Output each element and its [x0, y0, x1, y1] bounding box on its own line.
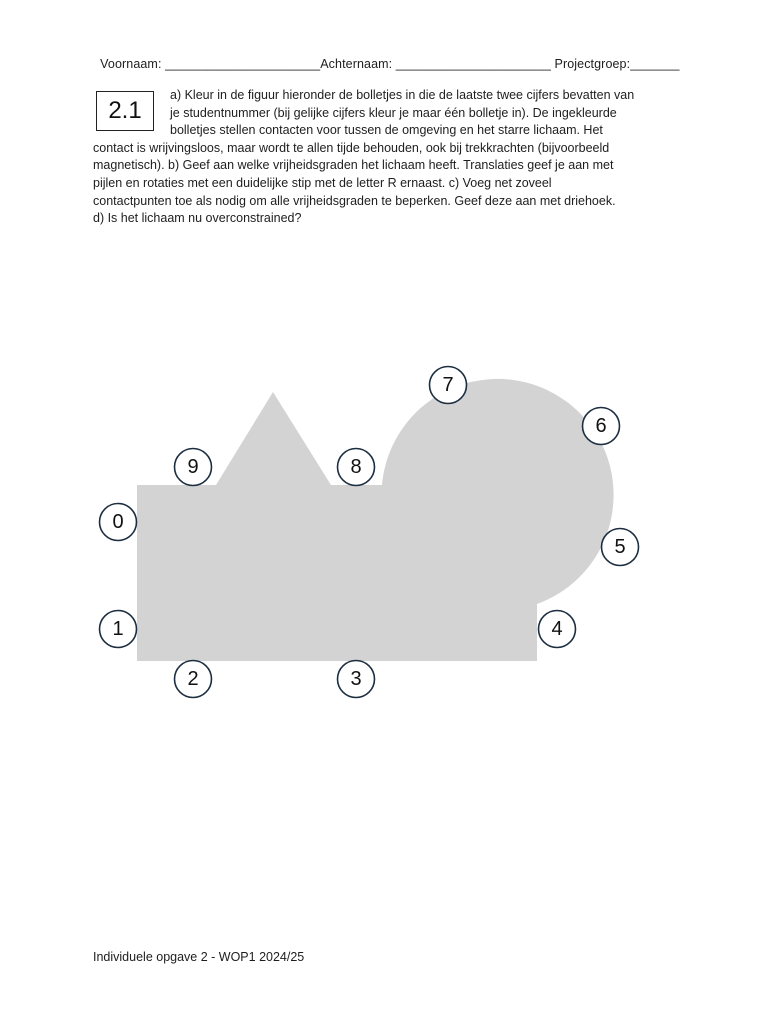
contact-point-8[interactable]: [338, 449, 375, 486]
exercise-number: 2.1: [96, 91, 154, 131]
last-name-label: Achternaam:: [320, 57, 396, 71]
contact-point-label: 7: [442, 374, 454, 396]
contact-point-label: 3: [350, 668, 362, 690]
contact-point-label: 8: [350, 456, 362, 478]
contact-point-6[interactable]: [583, 408, 620, 445]
instruction-line: magnetisch). b) Geef aan welke vrijheidsgraden het lichaam heeft. Translaties geef je aan met: [93, 158, 614, 172]
last-name-blank[interactable]: ______________________: [395, 57, 551, 71]
contact-point-3[interactable]: [338, 661, 375, 698]
contact-point-4[interactable]: [539, 611, 576, 648]
instruction-line: je studentnummer (bij gelijke cijfers kleur je maar één bolletje in). De ingekleurde: [170, 106, 617, 120]
contact-point-7[interactable]: [430, 367, 467, 404]
instruction-line: contact is wrijvingsloos, maar wordt te allen tijde behouden, ook bij trekkrachten (bijvoorbeeld: [93, 141, 610, 155]
contact-point-9[interactable]: [175, 449, 212, 486]
instruction-line: a) Kleur in de figuur hieronder de bolletjes in die de laatste twee cijfers bevatten van: [170, 88, 635, 102]
footer-text: Individuele opgave 2 - WOP1 2024/25: [93, 950, 305, 964]
first-name-label: Voornaam:: [100, 57, 166, 71]
instruction-line: contactpunten toe als nodig om alle vrijheidsgraden te beperken. Geef deze aan met driehoek.: [93, 194, 616, 208]
instruction-line: bolletjes stellen contacten voor tussen de omgeving en het starre lichaam. Het: [170, 123, 603, 137]
contact-point-label: 9: [187, 456, 199, 478]
contact-point-label: 1: [112, 618, 124, 640]
contact-point-label: 4: [551, 618, 563, 640]
project-group-label: Projectgroep:: [550, 57, 631, 71]
contact-point-0[interactable]: [100, 504, 137, 541]
contact-point-label: 2: [187, 668, 199, 690]
contact-point-2[interactable]: [175, 661, 212, 698]
contact-point-5[interactable]: [602, 529, 639, 566]
contact-point-label: 5: [614, 536, 626, 558]
contact-point-label: 0: [112, 511, 124, 533]
project-group-blank[interactable]: _______: [630, 57, 680, 71]
contact-point-label: 6: [595, 415, 607, 437]
instruction-line: pijlen en rotaties met een duidelijke stip met de letter R ernaast. c) Voeg net zoveel: [93, 176, 552, 190]
instruction-line: d) Is het lichaam nu overconstrained?: [93, 211, 302, 225]
contact-point-1[interactable]: [100, 611, 137, 648]
first-name-blank[interactable]: ______________________: [165, 57, 321, 71]
